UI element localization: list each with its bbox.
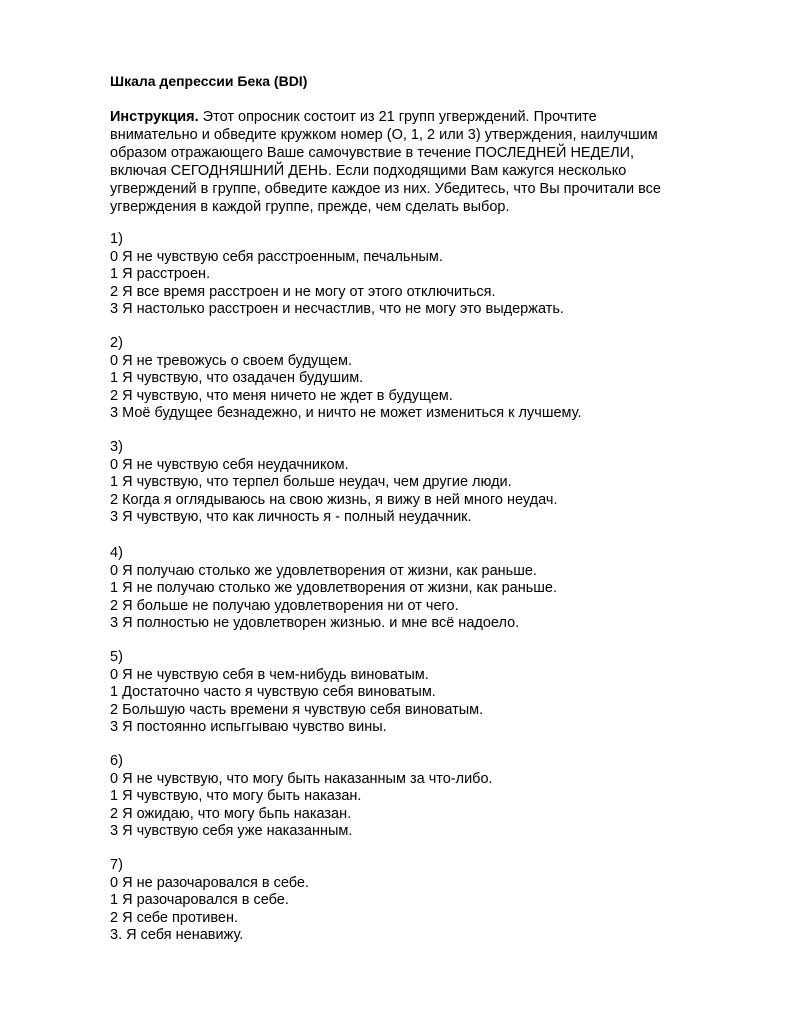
statement-item: 0 Я не чувствую, что могу быть наказанным за что-либо. — [110, 770, 493, 787]
statement-item: 1 Я расстроен. — [110, 266, 211, 282]
statement-item: 3 Я чувствую, что как личность я - полный неудачник. — [110, 509, 472, 525]
group-number: 4) — [110, 545, 123, 561]
statement-item: 0 Я не тревожусь о своем будущем. — [110, 352, 352, 369]
instruction-paragraph — [110, 108, 750, 216]
statement-item: 2 Я больше не получаю удовлетворения ни от чего. — [110, 597, 459, 614]
statement-item: 3 Я чувствую себя уже наказанным. — [110, 823, 353, 839]
statement-group-5 — [110, 649, 750, 737]
group-number: 6) — [110, 753, 123, 769]
statement-item: 1 Я чувствую, что озадачен будушим. — [110, 370, 364, 386]
statement-item: 1 Я разочаровался в себе. — [110, 892, 289, 908]
group-number: 2) — [110, 335, 123, 351]
statement-item: 0 Я не чувствую себя в чем-нибудь виноватым. — [110, 666, 429, 683]
instruction-line — [110, 108, 750, 126]
statement-item: 2 Когда я оглядываюсь на свою жизнь, я вижу в ней много неудач. — [110, 491, 558, 508]
group-number: 7) — [110, 857, 123, 873]
statement-item: 1 Я не получаю столько же удовлетворения от жизни, как раньше. — [110, 580, 558, 596]
statement-item: 1 Я чувствую, что терпел больше неудач, чем другие люди. — [110, 474, 512, 490]
statement-item: 3. Я себя ненавижу. — [110, 927, 244, 943]
instruction-line: внимательно и обведите кружком номер (О, 1, 2 или 3) утверждения, наилучшим — [110, 127, 658, 143]
instruction-line: угверждения в каждой группе, прежде, чем сделать выбор. — [110, 199, 510, 215]
statement-item: 2 Я ожидаю, что могу бьпь наказан. — [110, 805, 352, 822]
statement-item: 2 Я все время расстроен и не могу от этого отключиться. — [110, 283, 496, 300]
statement-item: 1 Я чувствую, что могу быть наказан. — [110, 788, 362, 804]
statement-group-7 — [110, 857, 750, 945]
statement-item: 2 Я себе противен. — [110, 909, 239, 926]
statement-item: 0 Я получаю столько же удовлетворения от жизни, как раньше. — [110, 562, 537, 579]
statement-item: 0 Я не чувствую себя неудачником. — [110, 456, 349, 473]
instruction-first-line: Этот опросник состоит из 21 групп угверждений. Прочтите — [198, 109, 597, 125]
statement-group-4 — [110, 545, 750, 633]
statement-item: 2 Большую часть времени я чувствую себя виноватым. — [110, 701, 484, 718]
statement-item: 3 Я полностью не удовлетворен жизнью. и мне всё надоело. — [110, 615, 520, 631]
instruction-line: угверждений в группе, обведите каждое из них. Убедитесь, что Вы прочитали все — [110, 181, 661, 197]
instruction-line: образом отражающего Ваше самочувствие в течение ПОСЛЕДНЕЙ НЕДЕЛИ, — [110, 145, 635, 161]
statement-group-6 — [110, 753, 750, 841]
statement-item: 3 Моё будущее безнадежно, и ничто не может измениться к лучшему. — [110, 405, 582, 421]
instruction-line: включая СЕГОДНЯШНИЙ ДЕНЬ. Если подходящими Вам кажугся несколько — [110, 163, 627, 179]
group-number: 1) — [110, 231, 123, 247]
statement-item: 0 Я не разочаровался в себе. — [110, 874, 309, 891]
group-number: 3) — [110, 439, 123, 455]
statement-item: 1 Достаточно часто я чувствую себя виноватым. — [110, 684, 436, 700]
statement-item: 3 Я постоянно испьггываю чувство вины. — [110, 719, 387, 735]
statement-group-3 — [110, 439, 750, 527]
statement-item: 0 Я не чувствую себя расстроенным, печальным. — [110, 248, 443, 265]
statement-group-2 — [110, 335, 750, 423]
document-title: Шкала депрессии Бека (BDI) — [110, 73, 308, 89]
statement-item: 3 Я настолько расстроен и несчастлив, что не могу это выдержать. — [110, 301, 564, 317]
instruction-lead: Инструкция. — [110, 109, 199, 125]
group-number: 5) — [110, 649, 123, 665]
statement-group-1 — [110, 231, 750, 319]
statement-item: 2 Я чувствую, что меня ничето не ждет в будущем. — [110, 387, 453, 404]
